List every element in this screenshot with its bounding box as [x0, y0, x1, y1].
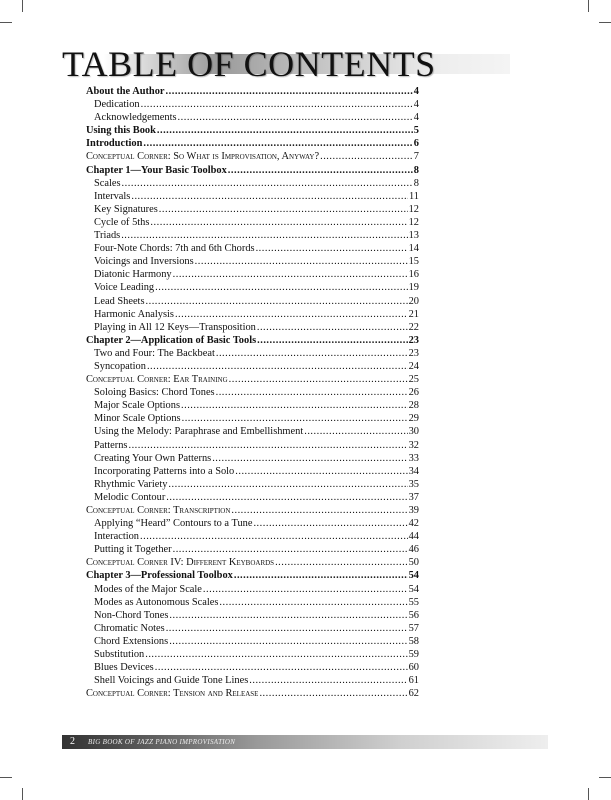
- toc-entry-page: 5: [413, 125, 419, 137]
- dot-leader: [121, 229, 407, 242]
- toc-entry-label: Minor Scale Options: [94, 413, 181, 425]
- toc-entry-page: 13: [408, 230, 419, 242]
- dot-leader: [146, 295, 408, 308]
- toc-entry[interactable]: [86, 85, 419, 98]
- toc-entry-page: 24: [408, 360, 419, 372]
- toc-entry-label: Triads: [94, 230, 121, 242]
- toc-entry-label: Patterns: [94, 439, 128, 451]
- toc-entry-label: Intervals: [94, 190, 131, 202]
- dot-leader: [203, 583, 408, 596]
- dot-leader: [155, 281, 407, 294]
- toc-entry[interactable]: [86, 334, 419, 347]
- dot-leader: [166, 622, 408, 635]
- dot-leader: [256, 242, 408, 255]
- toc-entry-label: Two and Four: The Backbeat: [94, 347, 215, 359]
- crop-mark: [599, 777, 611, 778]
- table-of-contents: [86, 85, 419, 700]
- toc-entry[interactable]: [86, 596, 419, 609]
- toc-entry-page: 11: [408, 190, 419, 202]
- toc-entry-page: 57: [408, 622, 419, 634]
- toc-entry[interactable]: [86, 648, 419, 661]
- dot-leader: [257, 321, 408, 334]
- toc-entry-label: Using the Melody: Paraphrase and Embellishment: [94, 426, 304, 438]
- toc-entry[interactable]: [86, 229, 419, 242]
- toc-entry-label: Playing in All 12 Keys—Transposition: [94, 321, 256, 333]
- toc-entry[interactable]: [86, 439, 419, 452]
- toc-entry[interactable]: [86, 308, 419, 321]
- toc-entry-label: Lead Sheets: [94, 295, 145, 307]
- toc-entry-label: Major Scale Options: [94, 400, 180, 412]
- toc-entry-label: Introduction: [86, 138, 143, 150]
- dot-leader: [159, 203, 408, 216]
- crop-mark: [22, 788, 23, 800]
- toc-entry-page: 58: [408, 635, 419, 647]
- dot-leader: [145, 648, 407, 661]
- dot-leader: [235, 465, 407, 478]
- toc-entry[interactable]: [86, 150, 419, 163]
- toc-entry[interactable]: [86, 569, 419, 582]
- toc-entry-page: 62: [408, 688, 419, 700]
- dot-leader: [195, 255, 408, 268]
- footer-bar: [62, 735, 548, 749]
- toc-entry-page: 33: [408, 452, 419, 464]
- toc-entry-page: 32: [408, 439, 419, 451]
- toc-entry-label: Acknowledgements: [94, 112, 177, 124]
- toc-entry-page: 19: [408, 282, 419, 294]
- toc-entry[interactable]: [86, 412, 419, 425]
- crop-mark: [0, 777, 12, 778]
- toc-entry-page: 4: [413, 99, 419, 111]
- toc-entry-page: 34: [408, 465, 419, 477]
- toc-entry[interactable]: [86, 216, 419, 229]
- dot-leader: [141, 98, 413, 111]
- toc-entry-page: 29: [408, 413, 419, 425]
- toc-entry-page: 4: [413, 112, 419, 124]
- toc-entry[interactable]: [86, 190, 419, 203]
- toc-entry[interactable]: [86, 517, 419, 530]
- toc-entry[interactable]: [86, 478, 419, 491]
- toc-entry[interactable]: [86, 124, 419, 137]
- dot-leader: [259, 687, 407, 700]
- toc-entry[interactable]: [86, 164, 419, 177]
- dot-leader: [166, 491, 407, 504]
- toc-entry[interactable]: [86, 622, 419, 635]
- toc-entry-page: 37: [408, 491, 419, 503]
- dot-leader: [253, 517, 407, 530]
- toc-entry-page: 55: [408, 596, 419, 608]
- dot-leader: [157, 124, 413, 137]
- toc-entry-label: Conceptual Corner: So What is Improvisation, Anyway?: [86, 151, 320, 163]
- toc-entry-page: 23: [408, 334, 419, 346]
- dot-leader: [182, 412, 408, 425]
- toc-entry-label: Conceptual Corner IV: Different Keyboards: [86, 557, 275, 569]
- toc-entry-page: 39: [408, 505, 419, 516]
- dot-leader: [166, 85, 413, 98]
- toc-entry-page: 8: [413, 164, 419, 176]
- toc-entry-label: Creating Your Own Patterns: [94, 452, 212, 464]
- dot-leader: [131, 190, 408, 203]
- dot-leader: [228, 164, 413, 177]
- dot-leader: [229, 373, 408, 386]
- toc-entry[interactable]: [86, 255, 419, 268]
- crop-mark: [588, 788, 589, 800]
- toc-entry-label: Voice Leading: [94, 282, 155, 294]
- toc-entry-page: 50: [408, 557, 419, 569]
- toc-entry-label: Rhythmic Variety: [94, 478, 168, 490]
- toc-entry[interactable]: [86, 687, 419, 700]
- toc-entry-label: Interaction: [94, 531, 140, 543]
- dot-leader: [150, 216, 407, 229]
- toc-entry[interactable]: [86, 111, 419, 124]
- toc-entry[interactable]: [86, 203, 419, 216]
- toc-entry-page: 16: [408, 269, 419, 281]
- crop-mark: [0, 22, 12, 23]
- toc-entry[interactable]: [86, 281, 419, 294]
- dot-leader: [275, 556, 408, 569]
- dot-leader: [143, 137, 412, 150]
- dot-leader: [169, 609, 407, 622]
- dot-leader: [231, 504, 407, 517]
- toc-entry-page: 12: [408, 216, 419, 228]
- dot-leader: [140, 530, 408, 543]
- dot-leader: [147, 360, 408, 373]
- toc-entry-page: 42: [408, 518, 419, 530]
- dot-leader: [173, 543, 408, 556]
- toc-entry-label: Blues Devices: [94, 662, 154, 674]
- toc-entry-label: Shell Voicings and Guide Tone Lines: [94, 675, 249, 687]
- toc-entry-label: Chromatic Notes: [94, 622, 165, 634]
- toc-entry-label: Modes of the Major Scale: [94, 583, 202, 595]
- toc-entry-page: 12: [408, 203, 419, 215]
- dot-leader: [178, 111, 413, 124]
- crop-mark: [588, 0, 589, 12]
- toc-entry-page: 23: [408, 347, 419, 359]
- page-title: TABLE OF CONTENTS: [62, 44, 436, 84]
- toc-entry-page: 35: [408, 478, 419, 490]
- dot-leader: [249, 674, 407, 687]
- toc-entry-page: 15: [408, 256, 419, 268]
- toc-entry-page: 14: [408, 243, 419, 255]
- toc-entry[interactable]: [86, 386, 419, 399]
- dot-leader: [155, 661, 408, 674]
- toc-entry-page: 28: [408, 400, 419, 412]
- dot-leader: [212, 452, 407, 465]
- crop-mark: [22, 0, 23, 12]
- toc-entry[interactable]: [86, 177, 419, 190]
- toc-entry-label: Scales: [94, 177, 121, 189]
- crop-mark: [599, 22, 611, 23]
- toc-entry-page: 25: [408, 374, 419, 386]
- dot-leader: [216, 386, 408, 399]
- dot-leader: [219, 596, 407, 609]
- toc-entry-label: Using this Book: [86, 125, 156, 137]
- toc-entry-label: Conceptual Corner: Ear Training: [86, 374, 228, 386]
- toc-entry-page: 30: [408, 426, 419, 438]
- toc-entry-page: 54: [408, 570, 419, 582]
- toc-entry[interactable]: [86, 609, 419, 622]
- page-number: 2: [70, 736, 75, 747]
- toc-entry-page: 6: [413, 138, 419, 150]
- toc-entry-label: Chapter 1—Your Basic Toolbox: [86, 164, 227, 176]
- toc-entry-page: 20: [408, 295, 419, 307]
- toc-entry-label: Syncopation: [94, 360, 146, 372]
- toc-entry-page: 22: [408, 321, 419, 333]
- toc-entry[interactable]: [86, 268, 419, 281]
- toc-entry-label: Four-Note Chords: 7th and 6th Chords: [94, 243, 255, 255]
- toc-entry-page: 21: [408, 308, 419, 320]
- toc-entry-label: About the Author: [86, 86, 165, 97]
- toc-entry[interactable]: [86, 295, 419, 308]
- toc-entry-label: Voicings and Inversions: [94, 256, 194, 268]
- dot-leader: [257, 334, 407, 347]
- toc-entry[interactable]: [86, 661, 419, 674]
- dot-leader: [173, 268, 408, 281]
- dot-leader: [168, 478, 407, 491]
- running-title: BIG BOOK OF JAZZ PIANO IMPROVISATION: [88, 738, 236, 746]
- toc-entry-label: Soloing Basics: Chord Tones: [94, 387, 215, 399]
- dot-leader: [216, 347, 408, 360]
- toc-entry-label: Substitution: [94, 649, 145, 661]
- toc-entry[interactable]: [86, 360, 419, 373]
- toc-entry-page: 7: [413, 151, 419, 163]
- toc-entry-label: Conceptual Corner: Transcription: [86, 505, 231, 516]
- toc-entry-label: Applying “Heard” Contours to a Tune: [94, 518, 253, 530]
- toc-entry-label: Modes as Autonomous Scales: [94, 596, 219, 608]
- toc-entry[interactable]: [86, 98, 419, 111]
- toc-entry[interactable]: [86, 543, 419, 556]
- toc-entry[interactable]: [86, 556, 419, 569]
- toc-entry-label: Cycle of 5ths: [94, 216, 150, 228]
- toc-entry-page: 54: [408, 583, 419, 595]
- toc-entry-label: Chapter 3—Professional Toolbox: [86, 570, 233, 582]
- toc-entry-label: Dedication: [94, 99, 140, 111]
- toc-entry-label: Conceptual Corner: Tension and Release: [86, 688, 259, 700]
- toc-entry[interactable]: [86, 399, 419, 412]
- dot-leader: [320, 150, 413, 163]
- toc-entry-label: Chord Extensions: [94, 635, 169, 647]
- toc-entry[interactable]: [86, 137, 419, 150]
- toc-entry-label: Diatonic Harmony: [94, 269, 172, 281]
- toc-entry[interactable]: [86, 491, 419, 504]
- toc-entry[interactable]: [86, 583, 419, 596]
- toc-entry-page: 4: [413, 86, 419, 97]
- toc-entry[interactable]: [86, 425, 419, 438]
- toc-entry-label: Melodic Contour: [94, 491, 166, 503]
- toc-entry[interactable]: [86, 321, 419, 334]
- dot-leader: [122, 177, 413, 190]
- toc-entry[interactable]: [86, 504, 419, 517]
- toc-entry-label: Chapter 2—Application of Basic Tools: [86, 334, 257, 346]
- toc-entry[interactable]: [86, 635, 419, 648]
- toc-entry-label: Harmonic Analysis: [94, 308, 174, 320]
- toc-entry-page: 26: [408, 387, 419, 399]
- dot-leader: [169, 635, 407, 648]
- dot-leader: [234, 569, 408, 582]
- toc-entry[interactable]: [86, 452, 419, 465]
- toc-entry-page: 59: [408, 649, 419, 661]
- toc-entry[interactable]: [86, 674, 419, 687]
- toc-entry[interactable]: [86, 465, 419, 478]
- toc-entry[interactable]: [86, 373, 419, 386]
- toc-entry-label: Non-Chord Tones: [94, 609, 169, 621]
- toc-entry-page: 56: [408, 609, 419, 621]
- toc-entry-label: Incorporating Patterns into a Solo: [94, 465, 235, 477]
- toc-entry-label: Putting it Together: [94, 544, 172, 556]
- toc-entry[interactable]: [86, 530, 419, 543]
- toc-entry[interactable]: [86, 347, 419, 360]
- toc-entry-page: 44: [408, 531, 419, 543]
- toc-entry-page: 60: [408, 662, 419, 674]
- toc-entry-page: 8: [413, 177, 419, 189]
- dot-leader: [175, 308, 408, 321]
- dot-leader: [304, 425, 407, 438]
- toc-entry-page: 61: [408, 675, 419, 687]
- dot-leader: [181, 399, 408, 412]
- dot-leader: [128, 439, 407, 452]
- toc-entry-page: 46: [408, 544, 419, 556]
- toc-entry[interactable]: [86, 242, 419, 255]
- toc-entry-label: Key Signatures: [94, 203, 158, 215]
